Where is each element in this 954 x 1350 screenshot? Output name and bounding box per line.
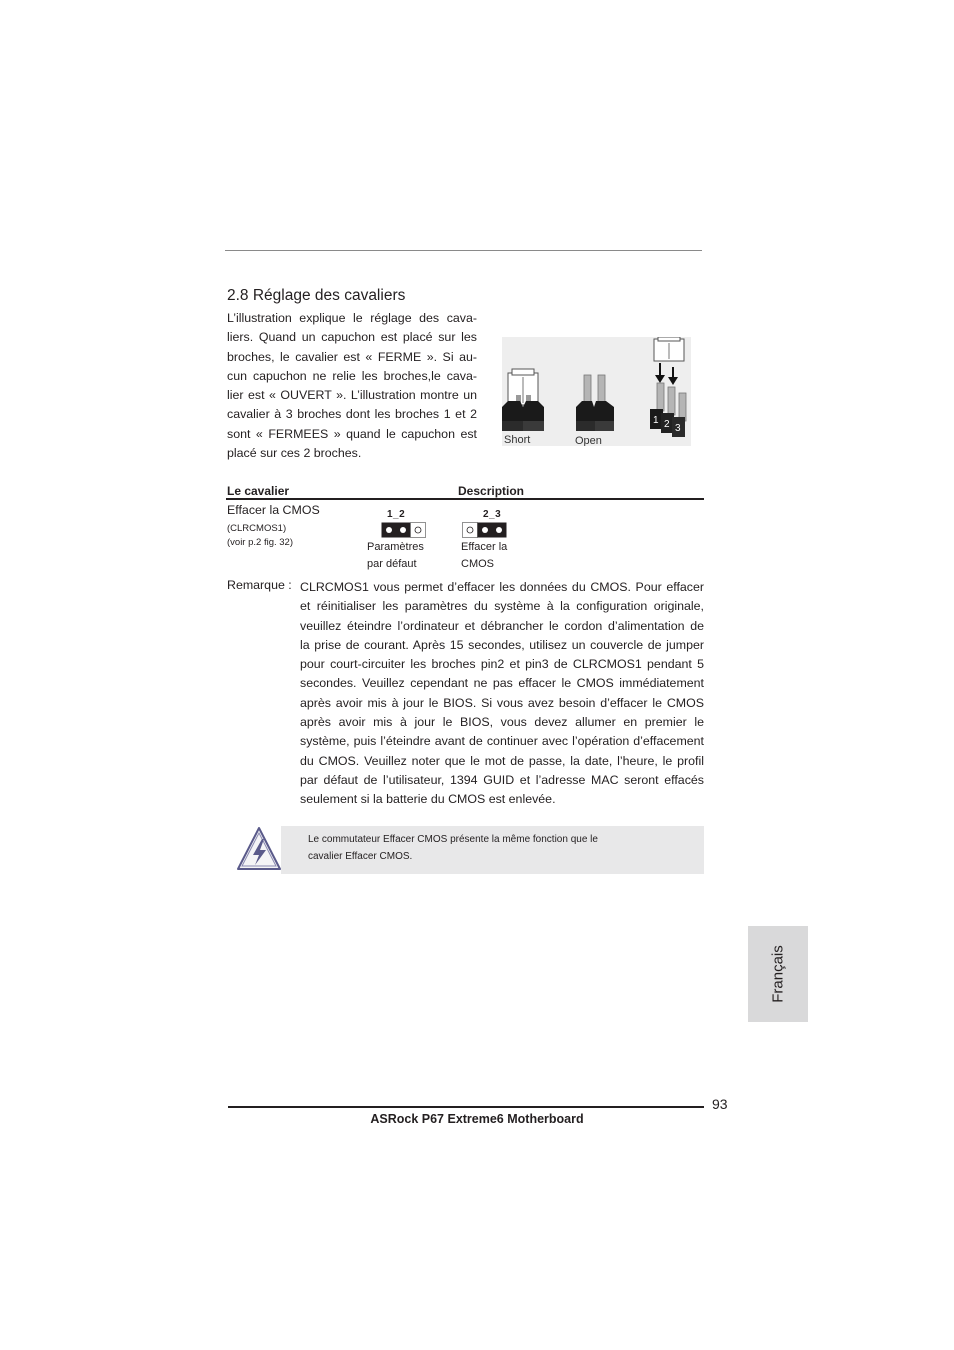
top-divider — [225, 250, 702, 251]
warning-line-2: cavalier Effacer CMOS. — [308, 851, 413, 862]
footer-rule — [228, 1106, 704, 1108]
footer-product: ASRock P67 Extreme6 Motherboard — [370, 1112, 584, 1126]
intro-line: cavalier à 3 broches dont les broches 1 et 2 — [227, 407, 477, 422]
jumper-ref: (voir p.2 fig. 32) — [227, 537, 293, 548]
pin-number-2: 2 — [664, 419, 670, 430]
note-line: du CMOS. Veuillez noter que le mot de passe, la date, l’heure, le profil — [300, 753, 704, 768]
note-body — [300, 578, 704, 810]
open-jumper-graphic — [576, 375, 614, 431]
note-line: seulement si la batterie du CMOS est enlevée. — [300, 792, 556, 807]
language-side-tab — [748, 926, 808, 1022]
warning-text — [308, 831, 698, 865]
intro-line: liers. Quand un capuchon est placé sur les — [227, 330, 477, 345]
note-line: la prise de courant. Après 15 secondes, utilisez un couvercle de jumper — [300, 637, 704, 652]
note-line: après avoir mis à jour le BIOS. Si vous avez besoin d’effacer le CMOS — [300, 695, 704, 710]
jumper-a-label: 1_2 — [387, 509, 406, 520]
note-line: CLRCMOS1 vous permet d’effacer les données du CMOS. Pour effacer — [300, 580, 704, 594]
short-jumper-graphic — [502, 369, 544, 431]
jumper-a-pins-icon — [381, 522, 427, 538]
note-line: par défaut de l’utilisateur, 1394 GUID et l’adresse MAC seront effacés — [300, 772, 704, 787]
language-side-tab-label: Français — [769, 945, 787, 1003]
jumper-illustration — [502, 337, 691, 446]
intro-line: placé sur ces 2 broches. — [227, 446, 362, 461]
table-header-description: Description — [458, 484, 525, 498]
open-label: Open — [575, 435, 602, 446]
warning-lightning-icon — [236, 826, 282, 872]
intro-line: sont « FERMEES » quand le capuchon est — [227, 426, 477, 441]
intro-line: broches, le cavalier est « FERME ». Si au- — [227, 349, 477, 364]
intro-line: L’illustration explique le réglage des cava- — [227, 311, 477, 325]
jumper-b-caption-1: Effacer la — [461, 541, 508, 553]
short-label: Short — [504, 434, 531, 446]
intro-line: cun capuchon ne relie les broches,le cava- — [227, 368, 477, 383]
three-pin-jumper-graphic — [650, 337, 686, 437]
note-line: après avoir mis à jour le BIOS, vous devez allumer en premier le — [300, 715, 704, 730]
note-line: secondes. Veuillez cependant ne pas effacer le CMOS immédiatement — [300, 676, 704, 691]
note-line: et réinitialiser les paramètres du système à la configuration originale, — [300, 599, 704, 614]
jumper-b-pins-icon — [462, 522, 508, 538]
note-line: pour court-circuiter les broches pin2 et pin3 de CLRCMOS1 pendant 5 — [300, 657, 704, 672]
page-number: 93 — [712, 1096, 728, 1112]
pin-number-1: 1 — [653, 415, 659, 426]
note-line: système, puis l’éteindre avant de continuer avec l’opération d’effacement — [300, 734, 704, 749]
table-header-jumper: Le cavalier — [227, 484, 290, 498]
table-header-rule — [226, 498, 704, 500]
jumper-id: (CLRCMOS1) — [227, 523, 287, 534]
warning-line-1: Le commutateur Effacer CMOS présente la même fonction que le — [308, 834, 598, 845]
note-label: Remarque : — [227, 578, 292, 592]
intro-paragraph — [227, 309, 477, 463]
jumper-name: Effacer la CMOS — [227, 503, 320, 517]
pin-number-3: 3 — [675, 423, 681, 434]
jumper-a-caption-2: par défaut — [367, 558, 417, 570]
section-title: 2.8 Réglage des cavaliers — [227, 287, 406, 304]
intro-line: lier est « OUVERT ». L’illustration montre un — [227, 388, 477, 403]
jumper-a-caption-1: Paramètres — [367, 541, 424, 553]
jumper-illustration-svg — [502, 337, 691, 446]
jumper-b-label: 2_3 — [483, 509, 502, 520]
note-line: veuillez éteindre l’ordinateur et débrancher le cordon d’alimentation de — [300, 618, 704, 633]
jumper-b-caption-2: CMOS — [461, 558, 494, 570]
